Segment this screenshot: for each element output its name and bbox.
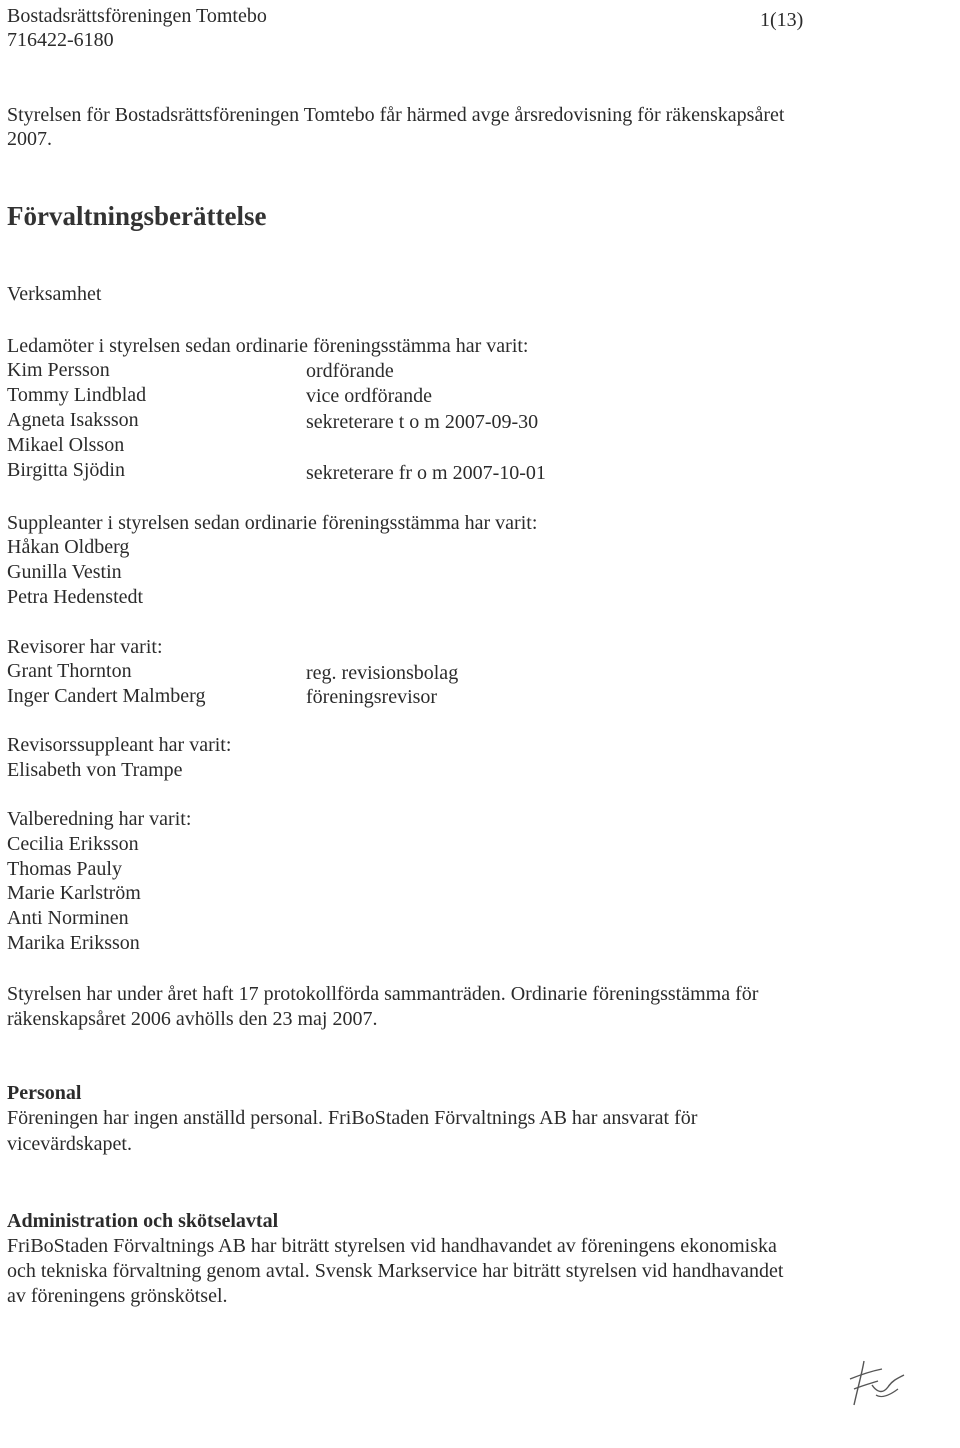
personal-line-1: Föreningen har ingen anställd personal. FriBoStaden Förvaltnings AB har ansvarat för — [7, 1107, 698, 1129]
meetings-line-1: Styrelsen har under året haft 17 protokollförda sammanträden. Ordinarie föreningsstämma för — [7, 983, 759, 1005]
intro-line-1: Styrelsen för Bostadsrättsföreningen Tomtebo får härmed avge årsredovisning för räkenskapsåret — [7, 104, 785, 126]
board-member-role: ordförande — [306, 360, 394, 382]
deputy-name: Gunilla Vestin — [7, 561, 122, 583]
board-member-name: Agneta Isaksson — [7, 409, 139, 431]
intro-line-2: 2007. — [7, 128, 52, 150]
deputy-name: Håkan Oldberg — [7, 536, 130, 558]
auditor-name: Grant Thornton — [7, 660, 132, 682]
administration-line-3: av föreningens grönskötsel. — [7, 1285, 228, 1307]
board-member-name: Birgitta Sjödin — [7, 459, 125, 481]
deputies-intro: Suppleanter i styrelsen sedan ordinarie föreningsstämma har varit: — [7, 512, 538, 534]
deputy-auditor-name: Elisabeth von Trampe — [7, 759, 183, 781]
section-heading-administration: Administration och skötselavtal — [7, 1210, 279, 1232]
board-member-role: sekreterare t o m 2007-09-30 — [306, 411, 539, 433]
section-heading-personal: Personal — [7, 1082, 82, 1104]
administration-line-2: och tekniska förvaltning genom avtal. Svensk Markservice har biträtt styrelsen vid handhavandet — [7, 1260, 784, 1282]
nomination-member: Thomas Pauly — [7, 858, 122, 880]
nomination-member: Anti Norminen — [7, 907, 129, 929]
board-intro: Ledamöter i styrelsen sedan ordinarie föreningsstämma har varit: — [7, 335, 529, 357]
organization-name: Bostadsrättsföreningen Tomtebo — [7, 5, 267, 27]
handwritten-initials-signature — [842, 1355, 912, 1415]
nomination-intro: Valberedning har varit: — [7, 808, 192, 830]
board-member-role: vice ordförande — [306, 385, 433, 407]
section-heading-verksamhet: Verksamhet — [7, 283, 102, 305]
auditor-role: reg. revisionsbolag — [306, 662, 459, 684]
personal-line-2: vicevärdskapet. — [7, 1133, 132, 1155]
auditor-role: föreningsrevisor — [306, 686, 438, 708]
nomination-member: Marika Eriksson — [7, 932, 140, 954]
board-member-name: Mikael Olsson — [7, 434, 125, 456]
auditors-intro: Revisorer har varit: — [7, 636, 163, 658]
nomination-member: Cecilia Eriksson — [7, 833, 139, 855]
page-title: Förvaltningsberättelse — [7, 201, 267, 231]
page-number: 1(13) — [760, 9, 804, 31]
board-member-name: Kim Persson — [7, 359, 110, 381]
board-member-role: sekreterare fr o m 2007-10-01 — [306, 462, 546, 484]
deputy-auditor-intro: Revisorssuppleant har varit: — [7, 734, 232, 756]
administration-line-1: FriBoStaden Förvaltnings AB har biträtt styrelsen vid handhavandet av föreningens ekonomiska — [7, 1235, 777, 1257]
deputy-name: Petra Hedenstedt — [7, 586, 144, 608]
auditor-name: Inger Candert Malmberg — [7, 685, 206, 707]
board-member-name: Tommy Lindblad — [7, 384, 147, 406]
meetings-line-2: räkenskapsåret 2006 avhölls den 23 maj 2007. — [7, 1008, 378, 1030]
organization-number: 716422-6180 — [7, 29, 114, 51]
nomination-member: Marie Karlström — [7, 882, 141, 904]
